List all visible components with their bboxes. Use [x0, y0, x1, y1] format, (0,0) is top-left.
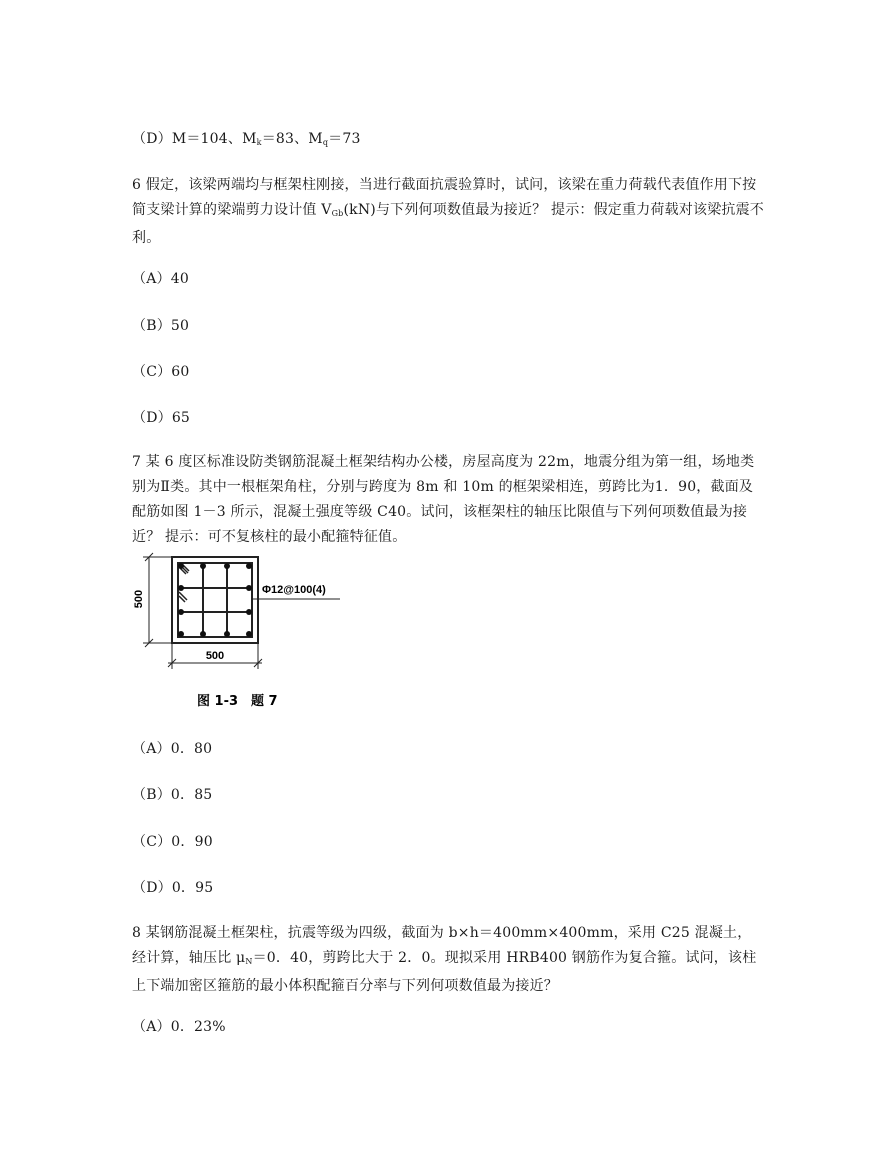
q6-option-d: （D）65 [132, 410, 191, 426]
subscript: Gb [331, 209, 344, 218]
hoop-hook [179, 592, 187, 602]
subscript: q [322, 138, 329, 147]
question-6-stem [132, 173, 764, 251]
q7-option-a: （A）0．80 [132, 741, 213, 757]
question-8-stem [132, 921, 764, 999]
longitudinal-rebars [178, 563, 252, 637]
option-text: ＝73 [328, 131, 361, 147]
option-text: （D）M＝104、M [132, 131, 257, 147]
q6-option-b: （B）50 [132, 318, 190, 334]
q7-option-b: （B）0．85 [132, 787, 213, 803]
q6-option-a: （A）40 [132, 271, 189, 287]
stem-text: 6 假定，该梁两端均与框架柱刚接，当进行截面抗震验算时，试问，该梁在重力荷载代表值作用下按简支梁计算的梁端剪力设计值 V [132, 177, 757, 218]
q7-option-d: （D）0．95 [132, 880, 214, 896]
q6-option-c: （C）60 [132, 364, 190, 380]
stem-text: ＝0．40，剪跨比大于 2．0。现拟采用 HRB400 钢筋作为复合箍。试问，该柱上下端加密区箍筋的最小体积配箍百分率与下列何项数值最为接近？ [132, 950, 757, 994]
q8-option-a: （A）0．23% [132, 1019, 226, 1035]
dim-width-label: 500 [205, 650, 225, 662]
dim-height-label: 500 [133, 589, 145, 609]
q7-option-c: （C）0．90 [132, 834, 213, 850]
stem-text: (kN)与下列何项数值最为接近？ 提示：假定重力荷载对该梁抗震不利。 [132, 202, 764, 246]
subscript: k [256, 138, 262, 147]
option-text: ＝83、M [261, 131, 323, 147]
column-section-diagram [132, 547, 364, 717]
figure-caption: 图 1-3 题 7 [197, 694, 278, 709]
subscript: N [245, 957, 253, 966]
stem-text: 8 某钢筋混凝土框架柱，抗震等级为四级，截面为 b×h＝400mm×400mm，采用 C25 混凝土，经计算，轴压比 μ [132, 925, 752, 966]
figure-1-3 [132, 547, 364, 717]
q5-option-d [132, 128, 361, 148]
question-7-stem: 7 某 6 度区标准设防类钢筋混凝土框架结构办公楼，房屋高度为 22m，地震分组为第一组，场地类别为Ⅱ类。其中一根框架角柱，分别与跨度为 8m 和 10m 的框架梁相连，剪跨比为1．90，截面及配筋如图 1－3 所示，混凝土强度等级 C40。试问，该框架柱的轴压比限值与下列何项数值最为接近？ 提示：可不复核柱的最小配箍特征值。 [132, 454, 755, 545]
rebar-label: Φ12@100(4) [262, 584, 326, 596]
outer-hoop [178, 563, 252, 637]
